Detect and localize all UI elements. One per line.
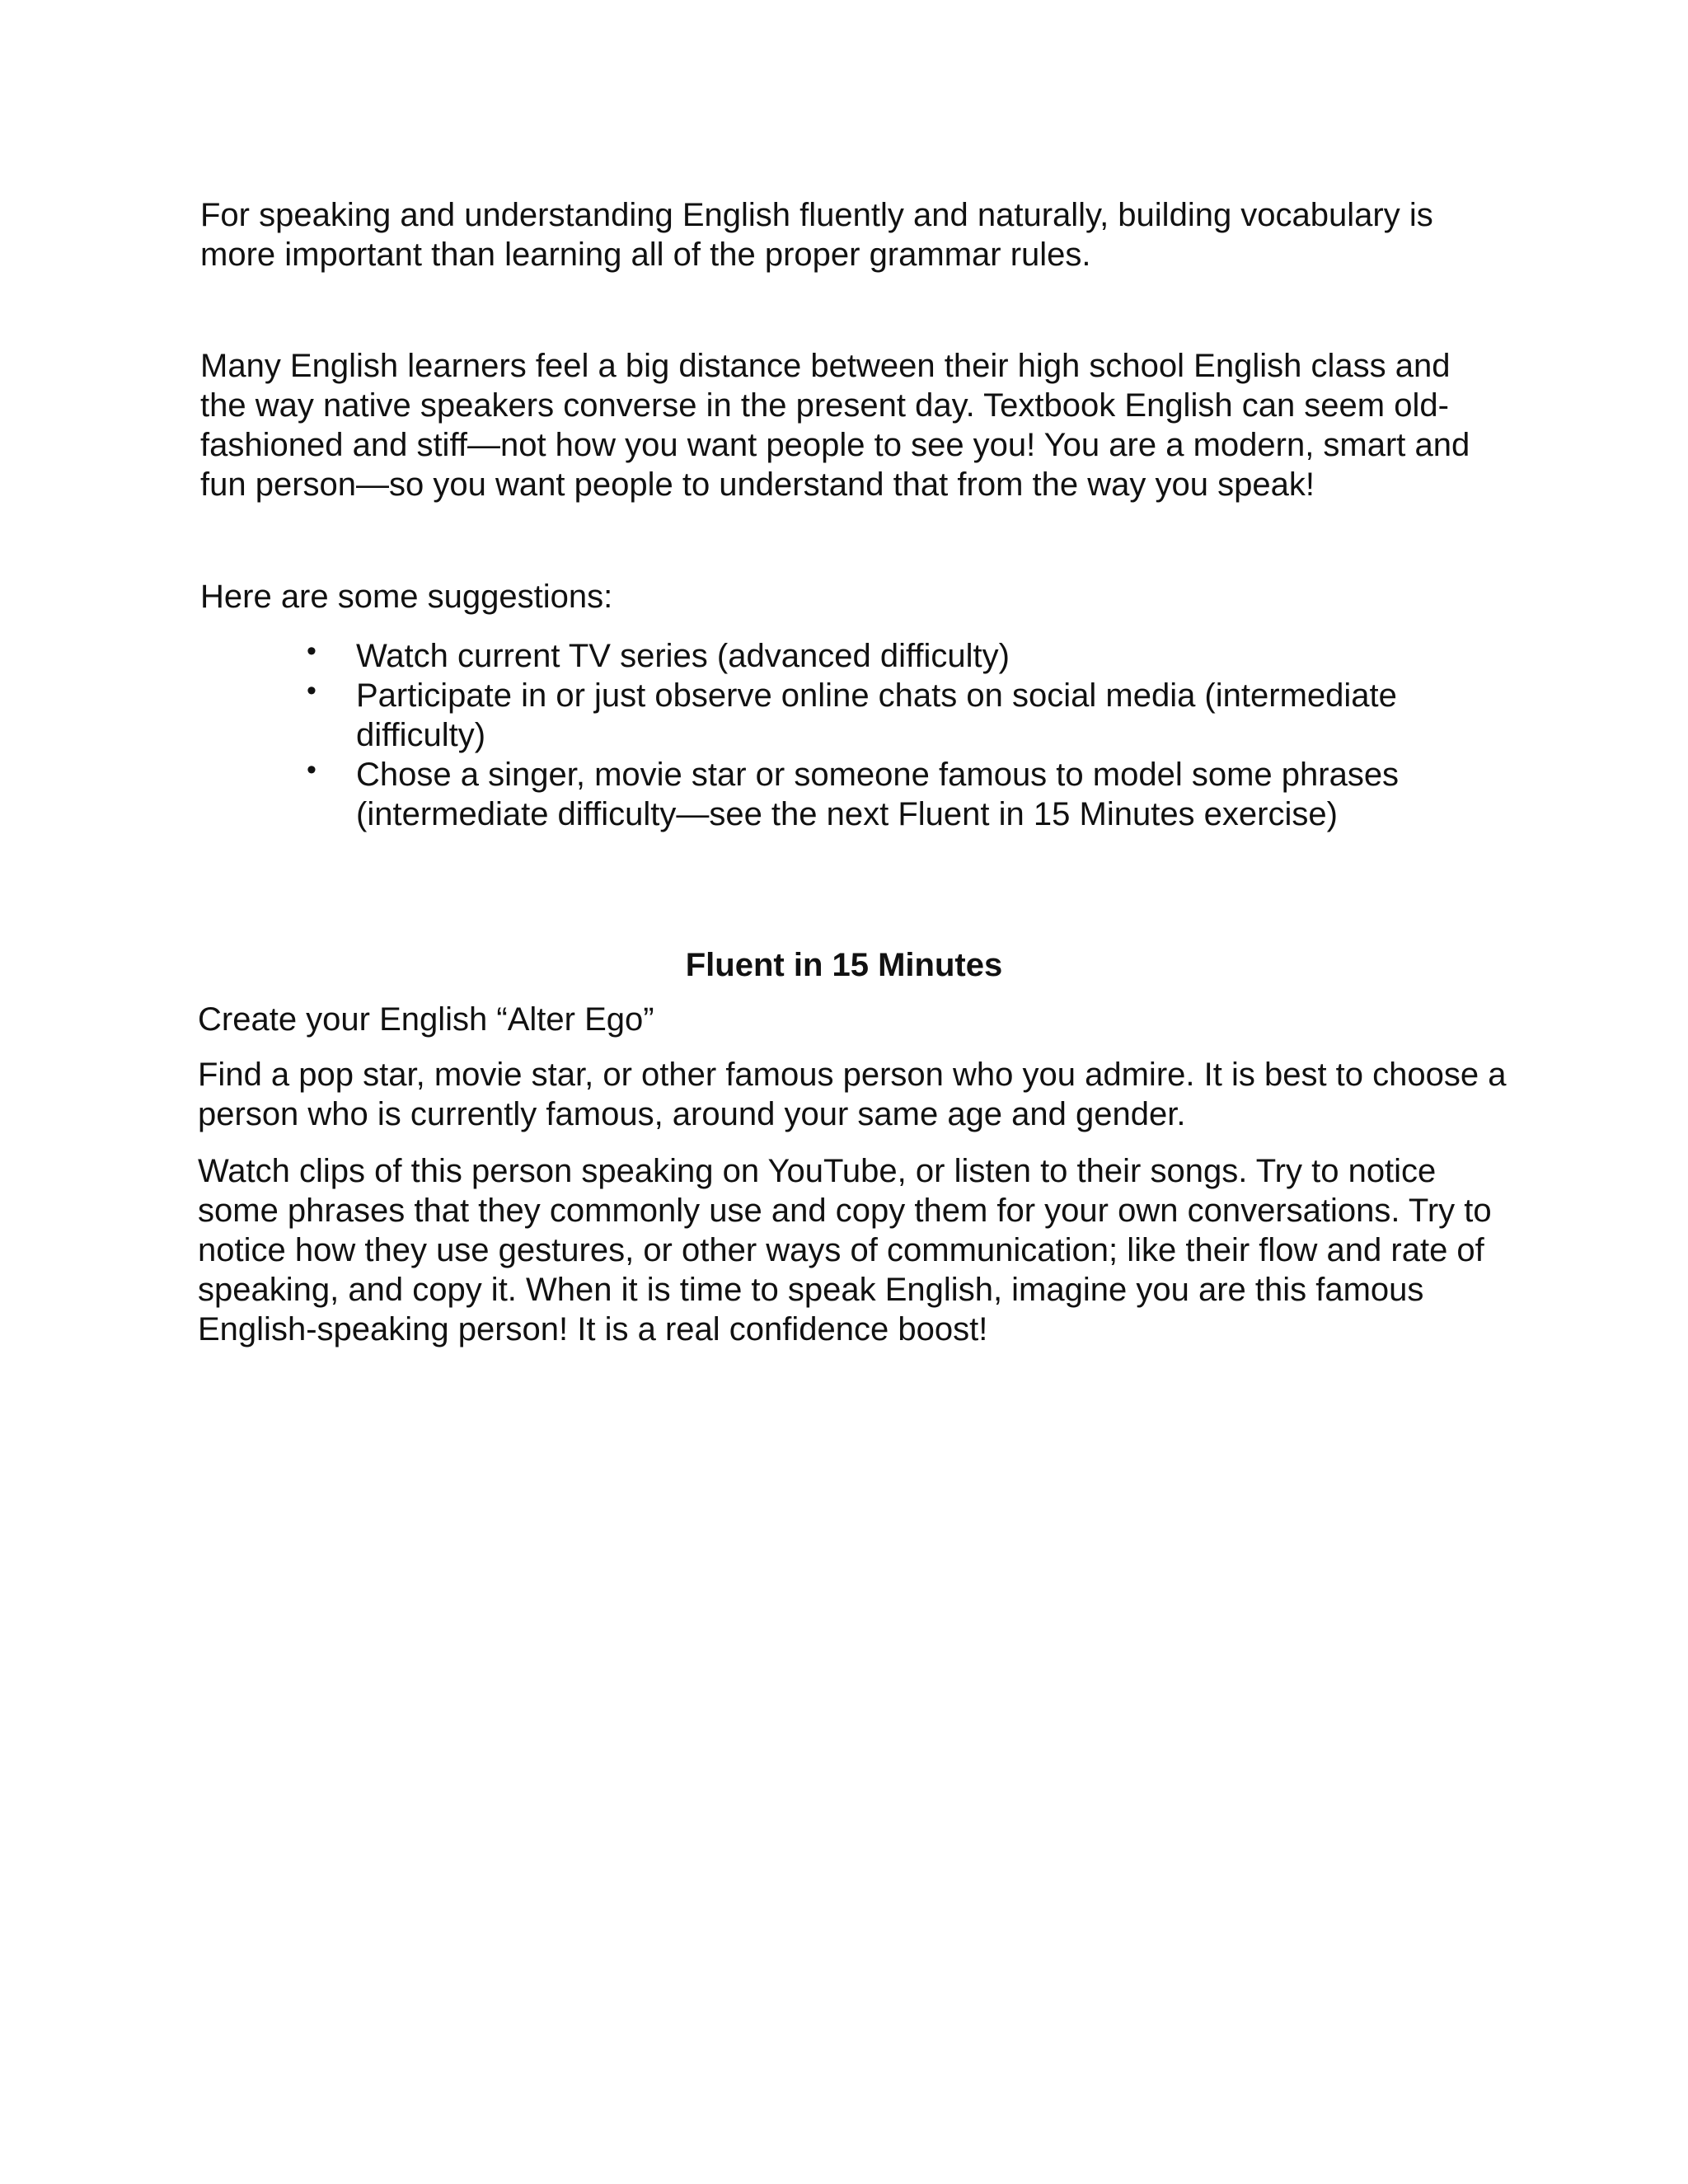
list-item-text: Watch current TV series (advanced difficulty) <box>356 638 1010 674</box>
intro-paragraph-vocabulary: For speaking and understanding English fluently and naturally, building vocabulary is more important than learning all of the proper grammar rules. <box>200 197 1433 273</box>
bullet-icon: • <box>307 754 316 785</box>
suggestions-list <box>305 636 1475 834</box>
bullet-icon: • <box>307 635 316 667</box>
list-item <box>305 636 1475 676</box>
list-item <box>305 676 1475 755</box>
exercise-paragraph-watch-clips: Watch clips of this person speaking on YouTube, or listen to their songs. Try to notice some phrases that they commonly use and copy them for your own conversations. Try to notice how they use gestures, or other ways of communication; like their flow and rate of speaking, and copy it. When it is time to speak English, imagine you are this famous English-speaking person! It is a real confidence boost! <box>198 1153 1492 1347</box>
exercise-title: Fluent in 15 Minutes <box>685 947 1003 983</box>
exercise-subtitle: Create your English “Alter Ego” <box>198 1001 654 1038</box>
list-item <box>305 755 1475 834</box>
list-item-text: Chose a singer, movie star or someone famous to model some phrases (intermediate difficulty—see the next Fluent in 15 Minutes exercise) <box>356 757 1400 832</box>
list-item-text: Participate in or just observe online chats on social media (intermediate difficulty) <box>356 677 1397 753</box>
suggestions-label: Here are some suggestions: <box>200 579 613 615</box>
intro-paragraph-textbook-english: Many English learners feel a big distance between their high school English class and the way native speakers converse in the present day. Textbook English can seem old-fashioned and stiff—not how you want people to see you! You are a modern, smart and fun person—so you want people to understand that from the way you speak! <box>200 348 1470 503</box>
exercise-paragraph-find-person: Find a pop star, movie star, or other famous person who you admire. It is best to choose a person who is currently famous, around your same age and gender. <box>198 1057 1507 1132</box>
bullet-icon: • <box>307 675 316 706</box>
